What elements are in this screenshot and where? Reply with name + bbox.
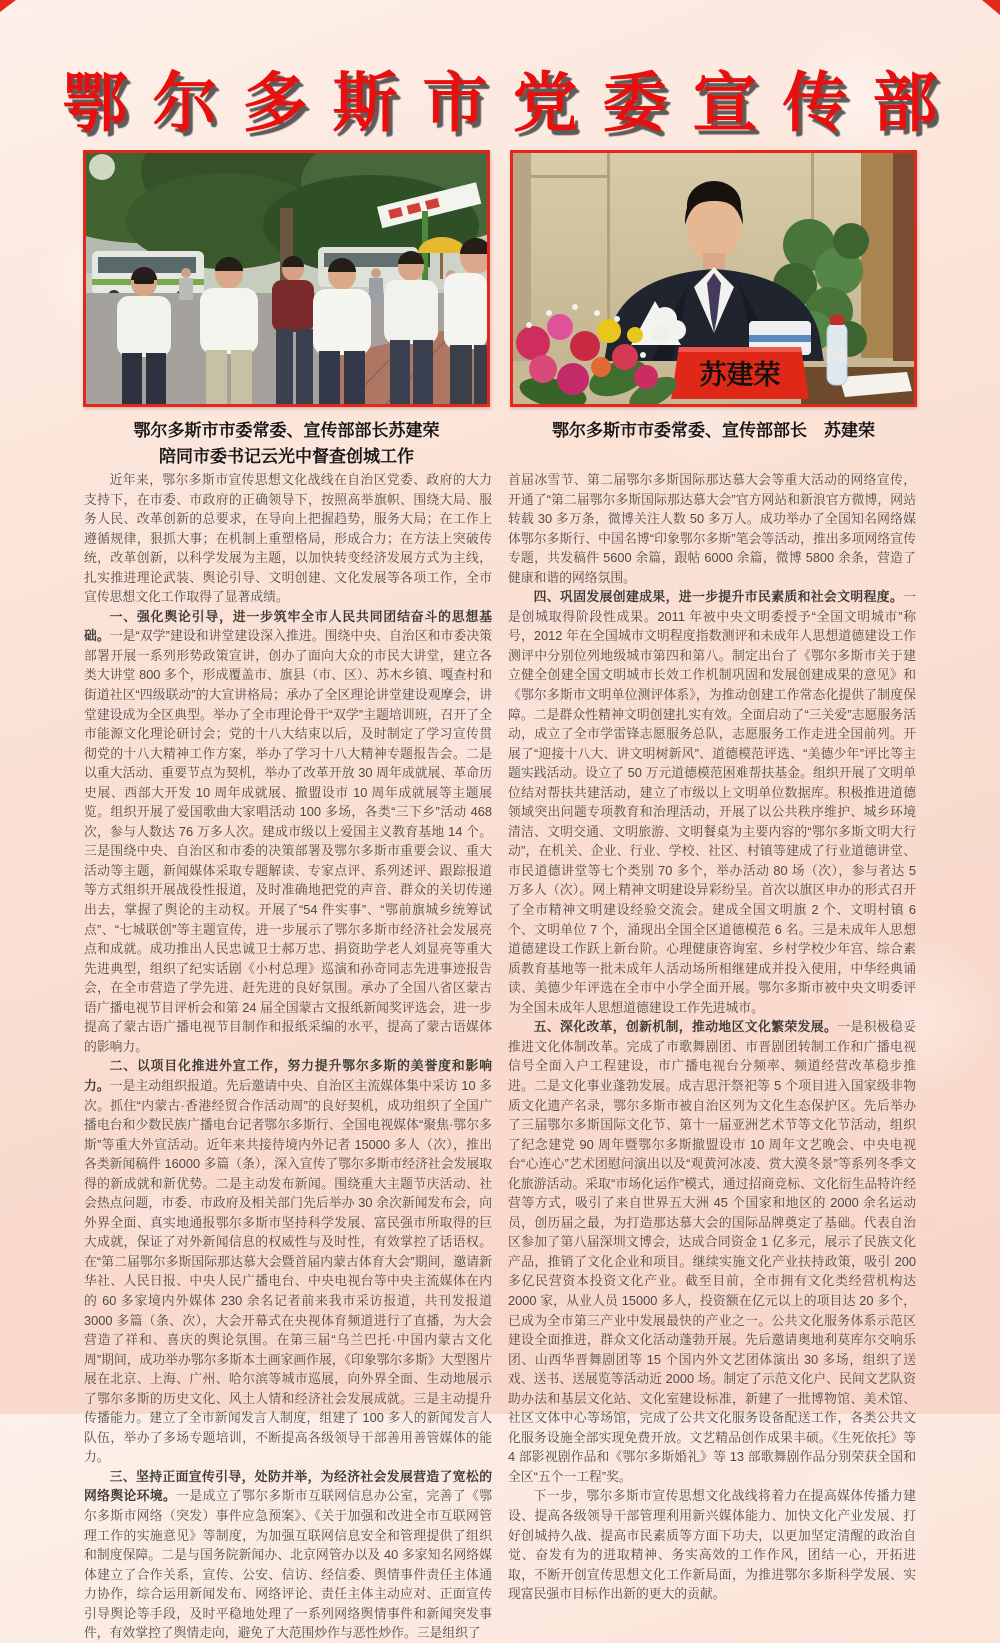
water-bottle (827, 315, 847, 385)
article-paragraph: 三、坚持正面宣传引导，处防并举，为经济社会发展营造了宽松的网络舆论环境。一是成立了鄂尔多斯市互联网信息办公室，完善了《鄂尔多斯市网络（突发）事件应急预案》、《关于加强和改进全市互联网管理工作的实施意见》等制度，为加强互联网信息安全和管理提供了组织和制度保障。二是与国务院新闻办、北京网管办以及 40 多家知名网络媒体建立了合作关系，宣传、公安、信访、经信委、舆情事件责任主体通力协作，综合运用新闻发布、网络评论、责任主体主动应对、正面宣传引导舆论等手段，及时平稳地处理了一系列网络舆情事件和新闻突发事件，有效掌控了舆情走向，避免了大范围炒作与恶性炒作。三是组织了 (84, 1468, 493, 1641)
caption-left-line2: 陪同市委书记云光中督查创城工作 (159, 447, 414, 466)
article-column-right (508, 470, 916, 1604)
article-paragraph: 近年来，鄂尔多斯市宣传思想文化战线在自治区党委、政府的大力支持下，在市委、市政府的正确领导下，按照高举旗帜、围绕大局、服务人民、改革创新的总要求，在导向上把握趋势，服务大局；在工作上遵循规律，狠抓大事；在机制上重塑格局，形成合力；在方法上突破传统，改革创新，以科学发展为主题，以加快转变经济发展方式为主线，扎实推进理论武装、舆论引导、文明创建、文化发展等各项工作，全市宣传思想文化工作取得了显著成绩。 (84, 472, 492, 605)
caption-right-photo (510, 418, 917, 444)
article-paragraph: 下一步，鄂尔多斯市宣传思想文化战线将着力在提高媒体传播力建设、提高各级领导干部管理利用新兴媒体能力、加快文化产业发展、打好创城持久战、提高市民素质等方面下功夫，以更加坚定清醒的政治自觉、奋发有为的进取精神、务实高效的工作作风，团结一心，开拓进取，不断开创宣传思想文化工作新局面，为推进鄂尔多斯科学发展、实现富民强市目标作出新的更大的贡献。 (508, 1488, 916, 1602)
section-lead: 三、坚持正面宣传引导，处防并举，为经济社会发展营造了宽松的网络舆论环境。 (84, 1468, 492, 1504)
street-inspection-illustration (86, 153, 487, 404)
nameplate-text: 苏建荣 (699, 360, 781, 390)
photo-officials-street-inspection (83, 150, 490, 407)
page-corner-decoration-right (982, 0, 1000, 15)
article-paragraph: 一、强化舆论引导，进一步筑牢全市人民共同团结奋斗的思想基础。一是“双学”建设和讲堂建设深入推进。围绕中央、自治区和市委决策部署开展一系列形势政策宣讲，创办了面向大众的市民大讲堂，建立各类大讲堂 800 多个，形成覆盖市、旗县（市、区）、苏木乡镇、嘎查村和街道社区“四级联动”的大宣讲格局；承办了全区理论讲堂建设观摩会，讲堂建设成为全区典型。举办了全市理论骨干“双学”主题培训班，召开了全市能源文化理论研讨会；党的十八大结束以后，及时制定了学习宣传贯彻党的十八大精神工作方案，举办了学习十八大精神专题报告会。二是以重大活动、重要节点为契机，举办了改革开放 30 周年成就展、革命历史展、西部大开发 10 周年成就展、撤盟设市 10 周年成就展等主题展览。组织开展了爱国歌曲大家唱活动 100 多场，各类“三下乡”活动 468 次，参与人数达 76 万多人次。建成市级以上爱国主义教育基地 14 个。三是围绕中央、自治区和市委的决策部署及鄂尔多斯市重要会议、重大活动等主题，新闻媒体采取专题解读、专家点评、系列述评、跟踪报道等方式组织开展战役性报道，及时准确地把党的声音、群众的关切传递出去，掌握了舆论的主动权。开展了“54 件实事”、“鄂前旗城乡统筹试点”、“七城联创”等主题宣传，进一步展示了鄂尔多斯市经济社会发展亮点和成就。成功推出人民忠诚卫士郝万忠、捐资助学老人刘显亮等重大先进典型，组织了纪实话剧《小村总理》巡演和孙奇同志先进事迹报告会，在全市营造了学先进、赶先进的良好氛围。承办了全国八省区蒙古语广播电视节目评析会和第 24 届全国蒙古文报纸新闻奖评选会，进一步提高了蒙古语广播电视节目制作和报纸采编的水平，提高了蒙古语媒体的影响力。 (84, 608, 493, 1054)
meeting-illustration (513, 153, 914, 404)
page-corner-decoration-left (0, 0, 16, 12)
section-lead: 一、强化舆论引导，进一步筑牢全市人民共同团结奋斗的思想基础。 (84, 608, 492, 644)
caption-right-line1: 鄂尔多斯市市委常委、宣传部部长 苏建荣 (552, 421, 875, 440)
nameplate (671, 347, 809, 399)
article-column-left (84, 470, 492, 1643)
article-paragraph: 首届冰雪节、第二届鄂尔多斯国际那达慕大会等重大活动的网络宣传，开通了“第二届鄂尔多斯国际那达慕大会”官方网站和新浪官方微博，网站转载 30 多万条，微博关注人数 50 多万人。成功举办了全国知名网络媒体鄂尔多斯行、中国名博“印象鄂尔多斯”笔会等活动，推出多项网络宣传专题，共发稿件 5600 余篇，跟帖 6000 余篇，微博 5800 余条，营造了健康和谐的网络氛围。 (508, 472, 916, 585)
article-paragraph: 二、以项目化推进外宣工作，努力提升鄂尔多斯的美誉度和影响力。一是主动组织报道。先后邀请中央、自治区主流媒体集中采访 10 多次。抓住“内蒙古·香港经贸合作活动周”的良好契机，成功组织了全国广播电台和少数民族广播电台记者鄂尔多斯行、全国电视媒体“聚焦·鄂尔多斯”等重大外宣活动。近年来共接待境内外记者 15000 多人（次），推出各类新闻稿件 16000 多篇（条），深入宣传了鄂尔多斯市经济社会发展取得的新成就和新优势。二是主动发布新闻。围绕重大主题节庆活动、社会热点问题，市委、市政府及相关部门先后举办 30 余次新闻发布会，向外界全面、真实地通报鄂尔多斯市坚持科学发展、富民强市所取得的巨大成就，保证了对外新闻信息的权威性与及时性，有效掌控了话语权。在“第二届鄂尔多斯国际那达慕大会暨首届内蒙古体育大会”期间，邀请新华社、人民日报、中央人民广播电台、中央电视台等中央主流媒体在内的 60 多家境内外媒体 230 余名记者前来我市采访报道，共刊发报道 3000 多篇（条、次），大会开幕式在央视体育频道进行了直播，为大会营造了祥和、喜庆的舆论氛围。在第三届“乌兰巴托·中国内蒙古文化周”期间，成功举办鄂尔多斯本土画家画作展，《印象鄂尔多斯》大型图片展在北京、上海、广州、哈尔滨等城市巡展，向外界全面、生动地展示了鄂尔多斯的历史文化、风土人情和经济社会发展成就。三是主动提升传播能力。建立了全市新闻发言人制度，组建了 100 多人的新闻发言人队伍，举办了多场专题培训，不断提高各级领导干部善用善管媒体的能力。 (84, 1058, 492, 1465)
caption-left-photo (83, 418, 490, 470)
section-lead: 四、巩固发展创建成果，进一步提升市民素质和社会文明程度。 (533, 589, 904, 605)
page-title: 鄂尔多斯市党委宣传部 (62, 68, 963, 140)
article-paragraph: 五、深化改革，创新机制，推动地区文化繁荣发展。一是积极稳妥推进文化体制改革。完成了市歌舞剧团、市晋剧团转制工作和广播电视信号全面入户工程建设，市广播电视台分频率、频道经营改革稳步推进。二是文化事业蓬勃发展。成吉思汗祭祀等 5 个项目进入国家级非物质文化遗产名录，鄂尔多斯市被自治区列为文化生态保护区。先后举办了三届鄂尔多斯国际文化节、第十一届亚洲艺术节等文化节活动，组织了纪念建党 90 周年暨鄂尔多斯撤盟设市 10 周年文艺晚会、中央电视台“心连心”艺术团慰问演出以及“观黄河冰凌、赏大漠冬景”等系列冬季文化旅游活动。采取“市场化运作”模式，通过招商竞标、文化衍生品特许经营等方式，吸引了来自世界五大洲 45 个国家和地区的 2000 余名运动员，创历届之最，为打造那达慕大会的国际品牌奠定了基础。代表自治区参加了第八届深圳文博会，达成合同资金 1 亿多元，展示了民族文化产品，推销了文化企业和项目。继续实施文化产业扶持政策，吸引 200 多亿民营资本投资文化产业。截至目前，全市拥有文化类经营机构达 2000 家，从业人员 15000 多人，投资额在亿元以上的项目达 20 多个，已成为全市第三产业中发展最快的产业之一。公共文化服务体系示范区建设全面推进，群众文化活动蓬勃开展。先后邀请奥地利莫库尔交响乐团、山西华晋舞剧团等 15 个国内外文艺团体演出 30 多场，组织了送戏、送书、送展览等活动近 2000 场。制定了示范文化户、民间文艺队资助办法和基层文化站、文化室建设标准，新建了一批博物馆、美术馆、社区文体中心等场馆，完成了公共文化服务设备配送工作，各类公共文化服务设施全部实现免费开放。文艺精品创作成果丰硕。《生死依托》等 4 部影视剧作品和《鄂尔多斯婚礼》等 13 部歌舞剧作品分别荣获全国和全区“五个一工程”奖。 (508, 1019, 917, 1484)
photo-su-jianrong-meeting (510, 150, 917, 407)
article-paragraph: 四、巩固发展创建成果，进一步提升市民素质和社会文明程度。一是创城取得阶段性成果。2011 年被中央文明委授予“全国文明城市”称号，2012 年在全国城市文明程度指数测评和未成年人思想道德建设工作测评中分别位列地级城市第四和第八。制定出台了《鄂尔多斯市关于建立健全创建全国文明城市长效工作机制巩固和发展创建成果的意见》和《鄂尔多斯市文明单位测评体系》，为推动创建工作常态化提供了制度保障。二是群众性精神文明创建扎实有效。全面启动了“三关爱”志愿服务活动，成立了全市学雷锋志愿服务总队，志愿服务工作走进全国前列。开展了“迎接十八大、讲文明树新风”、道德模范评选、“美德少年”评比等主题实践活动。设立了 50 万元道德模范困难帮扶基金。组织开展了文明单位结对帮扶共建活动，建立了市级以上文明单位数据库。积极推进道德领域突出问题专项教育和治理活动，开展了以公共秩序维护、城乡环境清洁、文明交通、文明旅游、文明餐桌为主要内容的“鄂尔多斯文明大行动”，在机关、企业、行业、学校、社区、村镇等建成了行业道德讲堂、市民道德讲堂等七个类别 70 多个，举办活动 80 场（次），参与者达 5 万多人（次）。网上精神文明建设异彩纷呈。首次以旗区申办的形式召开了全市精神文明建设经验交流会。建成全国文明旗 2 个、文明村镇 6 个、文明单位 7 个，涌现出全国全区道德模范 6 名。三是未成年人思想道德建设工作跃上新台阶。心理健康咨询室、乡村学校少年宫、综合素质教育基地等一批未成年人活动场所相继建成并投入使用，中华经典诵读、美德少年评选在全市中小学全面开展。鄂尔多斯市被中央文明委评为全国未成年人思想道德建设工作先进城市。 (508, 589, 916, 1015)
section-lead: 二、以项目化推进外宣工作，努力提升鄂尔多斯的美誉度和影响力。 (84, 1058, 492, 1093)
caption-left-line1: 鄂尔多斯市市委常委、宣传部部长苏建荣 (133, 421, 440, 440)
section-lead: 五、深化改革，创新机制，推动地区文化繁荣发展。 (533, 1019, 838, 1035)
